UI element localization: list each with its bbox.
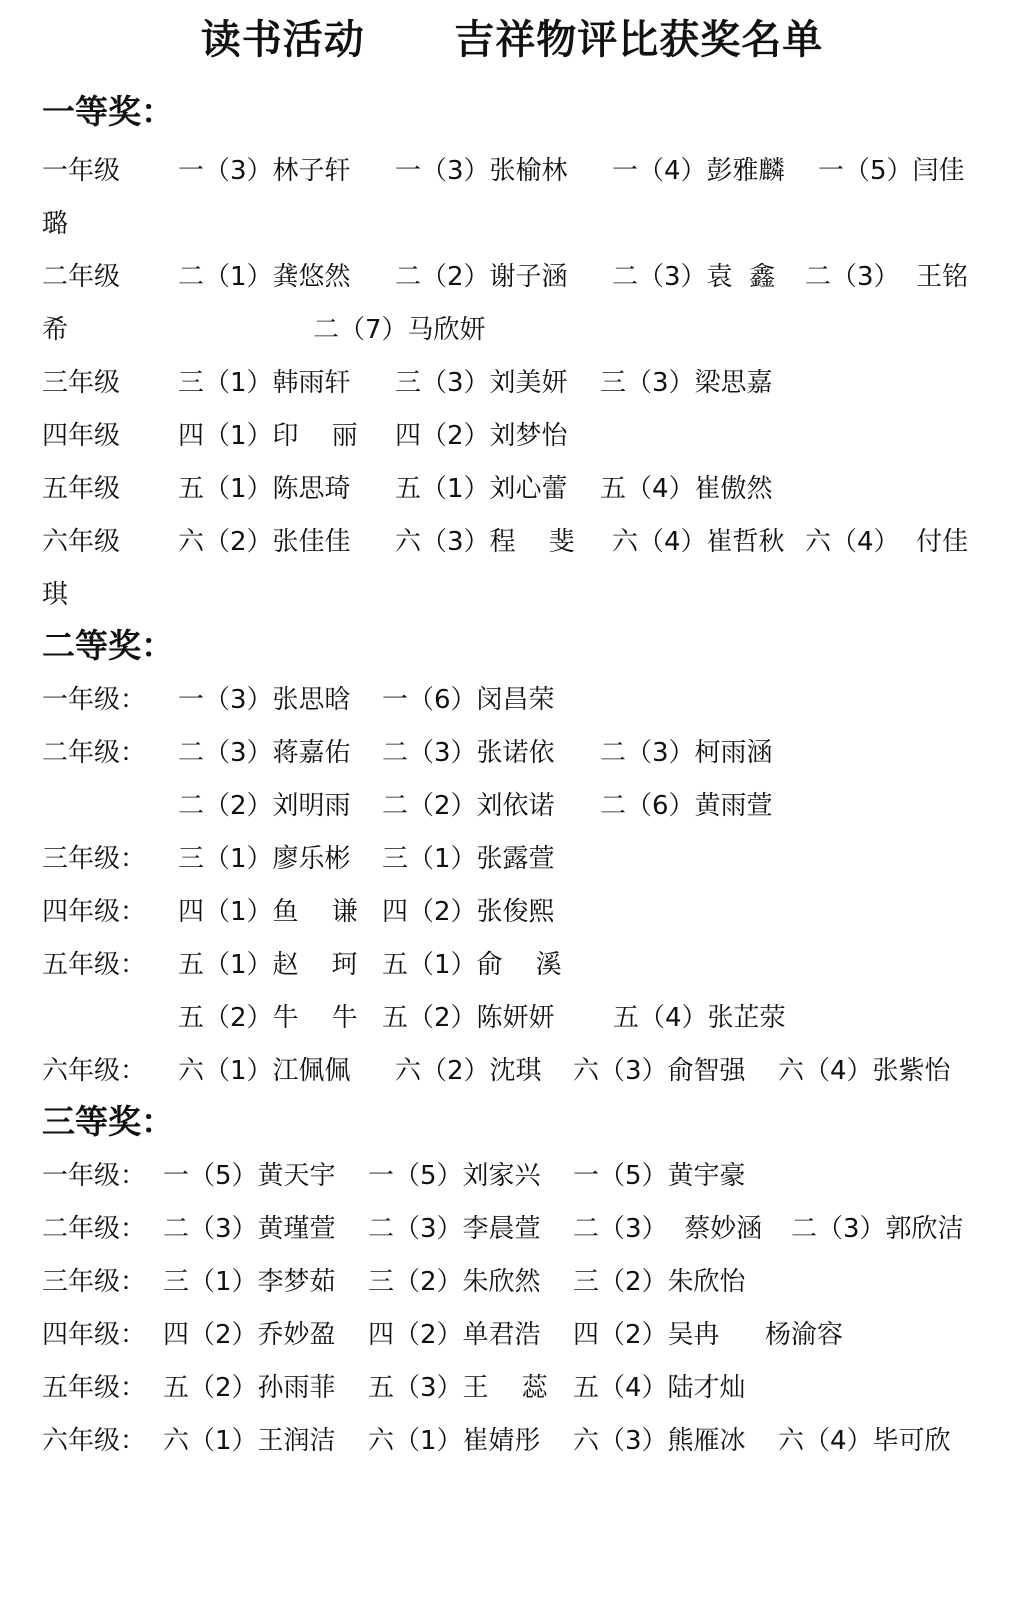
winner-entry: 六（1）王润洁: [163, 1426, 336, 1456]
grade-label: 五年级：: [42, 950, 147, 980]
winner-entry: 一（4）彭雅麟: [612, 156, 785, 186]
winner-entry: 四（1）鱼 谦: [178, 897, 358, 927]
winner-entry: 五（2）牛 牛: [178, 1003, 358, 1033]
grade-label: 四年级: [42, 421, 121, 451]
winner-entry: 三（1）张露萱: [382, 844, 555, 874]
winner-entry: 一（5）闫佳: [818, 156, 965, 186]
winner-entry: 六（2）张佳佳: [178, 527, 351, 557]
winner-entry: 三（1）李梦茹: [163, 1267, 336, 1297]
winner-entry: 四（1）印 丽: [178, 421, 358, 451]
winner-entry: 杨渝容: [765, 1320, 844, 1350]
grade-label: 四年级：: [42, 897, 147, 927]
winner-entry: 六（1）崔婧彤: [368, 1426, 541, 1456]
winner-entry: 三（2）朱欣然: [368, 1267, 541, 1297]
grade-label: 六年级: [42, 527, 121, 557]
winner-entry: 二（3） 王铭: [805, 262, 969, 292]
winner-entry: 一（5）刘家兴: [368, 1161, 541, 1191]
grade-label: 六年级：: [42, 1056, 147, 1086]
winner-entry: 二（2）谢子涵: [395, 262, 568, 292]
winner-entry: 三（2）朱欣怡: [573, 1267, 746, 1297]
winner-entry: 二（2）刘依诺: [382, 791, 555, 821]
winner-entry: 五（3）王 蕊: [368, 1373, 548, 1403]
winner-entry: 二（7）马欣妍: [313, 315, 486, 345]
third-prize-heading: 三等奖：: [42, 1102, 174, 1141]
winner-entry: 六（1）江佩佩: [178, 1056, 351, 1086]
winner-entry: 五（4）崔傲然: [600, 474, 773, 504]
winner-entry: 二（3）黄瑾萱: [163, 1214, 336, 1244]
grade-label: 四年级：: [42, 1320, 147, 1350]
winner-entry: 六（3）熊雁冰: [573, 1426, 746, 1456]
grade-label: 五年级: [42, 474, 121, 504]
winner-entry: 三（1）廖乐彬: [178, 844, 351, 874]
winner-entry: 六（4）张紫怡: [778, 1056, 951, 1086]
winner-entry: 二（3）郭欣洁: [791, 1214, 964, 1244]
winner-entry: 六（4）毕可欣: [778, 1426, 951, 1456]
grade-label: 二年级: [42, 262, 121, 292]
winner-entry: 二（3） 蔡妙涵: [573, 1214, 763, 1244]
wrapped-name: 希: [42, 315, 69, 345]
winner-entry: 五（1）赵 珂: [178, 950, 358, 980]
winner-entry: 二（3）蒋嘉佑: [178, 738, 351, 768]
winner-entry: 六（4）崔哲秋: [612, 527, 785, 557]
grade-label: 三年级：: [42, 844, 147, 874]
second-prize-heading: 二等奖：: [42, 626, 174, 665]
grade-label: 一年级：: [42, 685, 147, 715]
winner-entry: 一（6）闵昌荣: [382, 685, 555, 715]
grade-label: 一年级：: [42, 1161, 147, 1191]
winner-entry: 一（3）张思晗: [178, 685, 351, 715]
winner-entry: 四（2）刘梦怡: [395, 421, 568, 451]
winner-entry: 五（1）俞 溪: [382, 950, 562, 980]
winner-entry: 四（2）单君浩: [368, 1320, 541, 1350]
winner-entry: 六（2）沈琪: [395, 1056, 542, 1086]
winner-entry: 四（2）乔妙盈: [163, 1320, 336, 1350]
grade-label: 三年级: [42, 368, 121, 398]
winner-entry: 六（3）俞智强: [573, 1056, 746, 1086]
winner-entry: 一（3）张榆林: [395, 156, 568, 186]
winner-entry: 五（4）陆才灿: [573, 1373, 746, 1403]
page-title: 读书活动 吉祥物评比获奖名单: [200, 17, 824, 63]
winner-entry: 三（3）梁思嘉: [600, 368, 773, 398]
grade-label: 一年级: [42, 156, 121, 186]
winner-entry: 四（2）张俊熙: [382, 897, 555, 927]
winner-entry: 六（4） 付佳: [805, 527, 969, 557]
winner-entry: 二（3）张诺依: [382, 738, 555, 768]
winner-entry: 二（3）柯雨涵: [600, 738, 773, 768]
grade-label: 六年级：: [42, 1426, 147, 1456]
winner-entry: 五（4）张芷荥: [613, 1003, 786, 1033]
wrapped-name: 璐: [42, 209, 69, 239]
first-prize-heading: 一等奖：: [42, 92, 174, 131]
winner-entry: 五（2）孙雨菲: [163, 1373, 336, 1403]
winner-entry: 五（1）陈思琦: [178, 474, 351, 504]
winner-entry: 二（1）龚悠然: [178, 262, 351, 292]
winner-entry: 二（6）黄雨萱: [600, 791, 773, 821]
winner-entry: 一（5）黄宇豪: [573, 1161, 746, 1191]
winner-entry: 二（2）刘明雨: [178, 791, 351, 821]
grade-label: 五年级：: [42, 1373, 147, 1403]
winner-entry: 二（3）李晨萱: [368, 1214, 541, 1244]
grade-label: 三年级：: [42, 1267, 147, 1297]
winner-entry: 六（3）程 斐: [395, 527, 575, 557]
winner-entry: 一（5）黄天宇: [163, 1161, 336, 1191]
winner-entry: 二（3）袁 鑫: [612, 262, 776, 292]
grade-label: 二年级：: [42, 1214, 147, 1244]
grade-label: 二年级：: [42, 738, 147, 768]
winner-entry: 三（1）韩雨轩: [178, 368, 351, 398]
winner-entry: 五（2）陈妍妍: [382, 1003, 555, 1033]
wrapped-name: 琪: [42, 580, 69, 610]
winner-entry: 三（3）刘美妍: [395, 368, 568, 398]
winner-entry: 一（3）林子轩: [178, 156, 351, 186]
winner-entry: 五（1）刘心蕾: [395, 474, 568, 504]
winner-entry: 四（2）吴冉: [573, 1320, 720, 1350]
